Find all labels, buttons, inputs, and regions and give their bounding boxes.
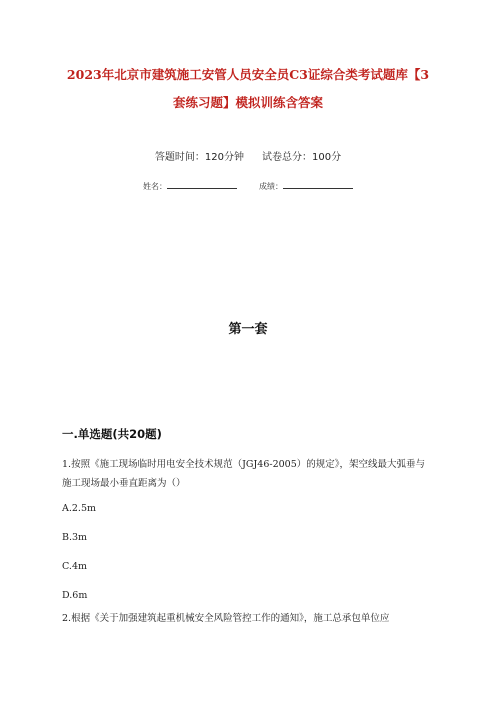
- exam-time: 答题时间：120分钟: [154, 152, 244, 163]
- exam-total-score: 试卷总分：100分: [262, 152, 342, 163]
- question-1-option-c: C.4m: [62, 561, 88, 572]
- name-blank[interactable]: [167, 179, 237, 189]
- section-title: 一.单选题(共20题): [62, 427, 162, 441]
- document-title-line-1: 2023年北京市建筑施工安管人员安全员C3证综合类考试题库【3: [66, 67, 430, 82]
- grade-blank[interactable]: [283, 179, 353, 189]
- question-2-text: 2.根据《关于加强建筑起重机械安全风险管控工作的通知》，施工总承包单位应: [62, 613, 390, 624]
- name-label: 姓名：: [143, 182, 167, 191]
- question-1-option-a: A.2.5m: [62, 503, 96, 514]
- document-title-line-2: 套练习题】模拟训练含答案: [172, 95, 323, 110]
- candidate-info: [0, 179, 496, 192]
- question-1-option-b: B.3m: [62, 532, 88, 543]
- question-1-text: 1.按照《施工现场临时用电安全技术规范（JGJ46-2005）的规定》，架空线最大弧垂与施工现场最小垂直距离为（）: [62, 459, 425, 489]
- set-title: 第一套: [228, 322, 268, 337]
- question-1-option-d: D.6m: [62, 590, 88, 601]
- grade-label: 成绩：: [259, 182, 283, 191]
- exam-meta: [0, 148, 496, 163]
